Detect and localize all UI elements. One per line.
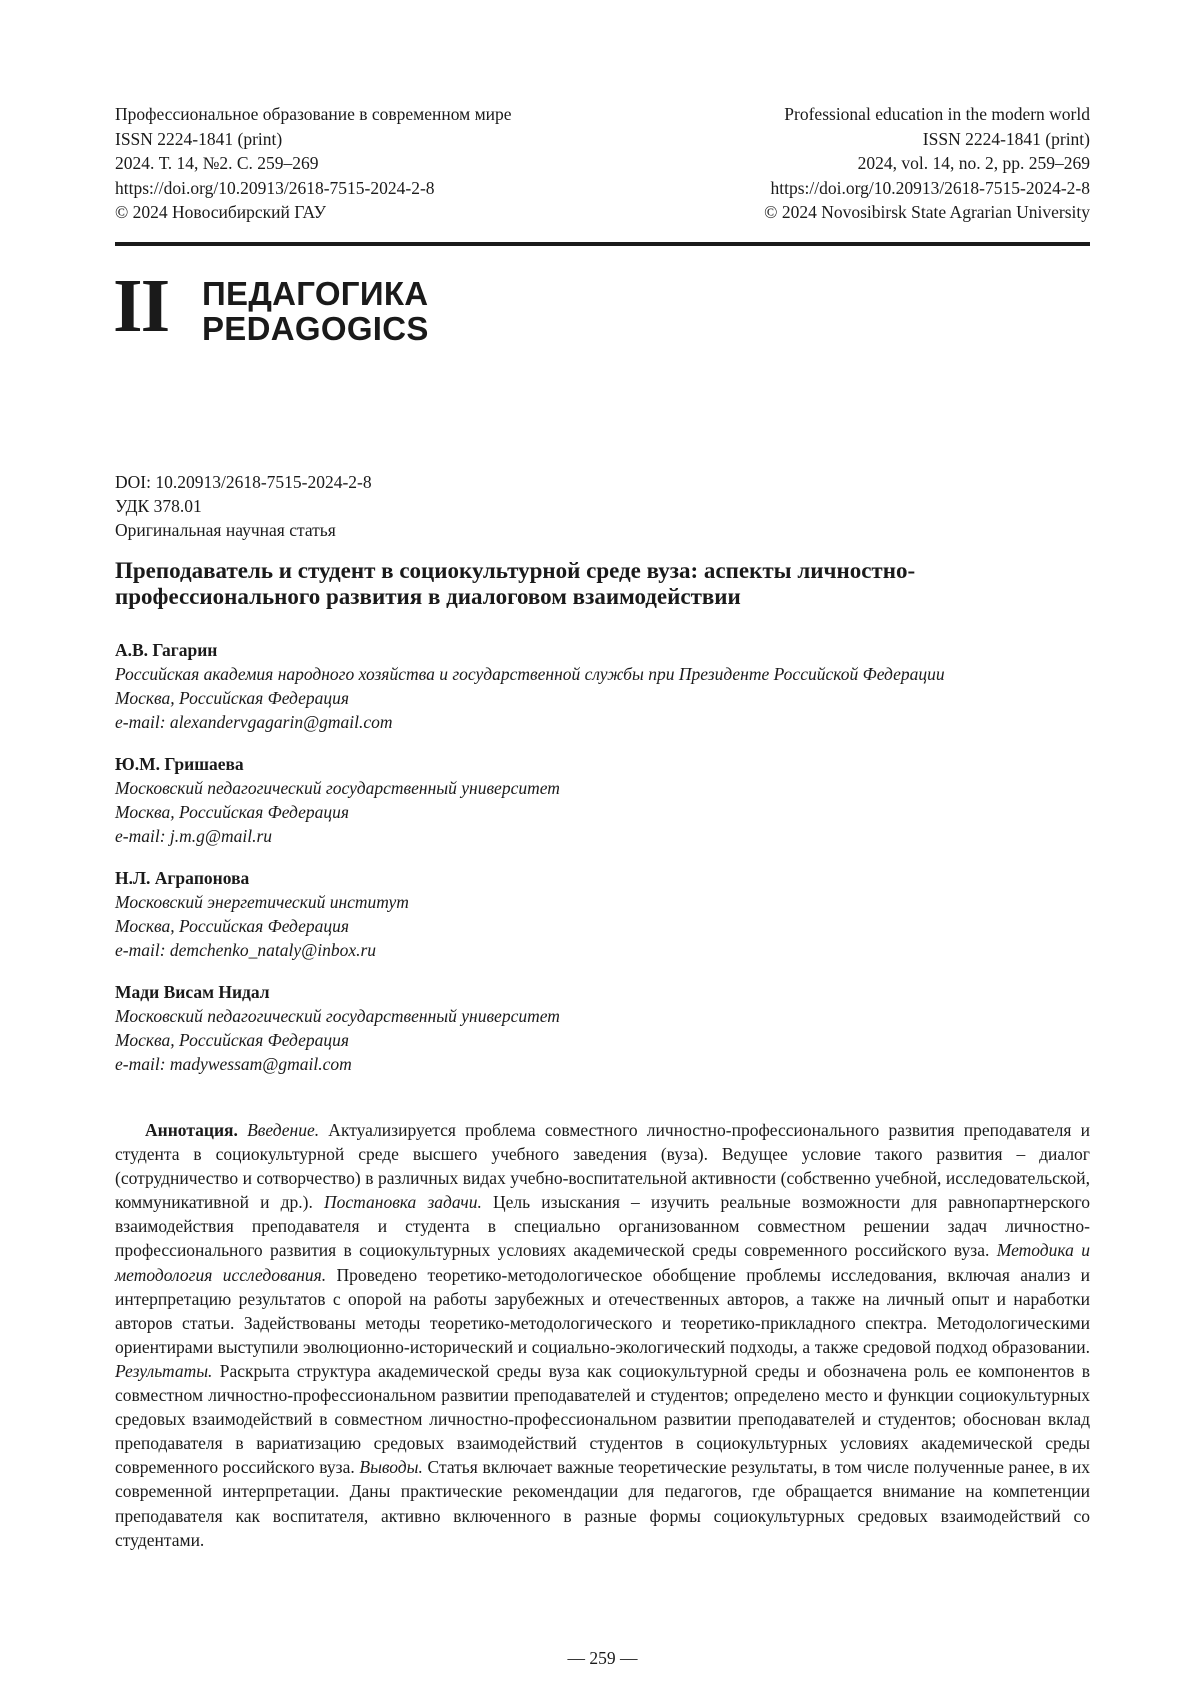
copyright-ru: © 2024 Новосибирский ГАУ (115, 200, 512, 225)
abstract-intro-label: Введение. (247, 1120, 319, 1140)
author-name: А.В. Гагарин (115, 638, 1090, 662)
abstract-lead: Аннотация. (145, 1120, 238, 1140)
section-names (202, 276, 429, 346)
abstract-method-label: Методика и методология исследования. (115, 1240, 1090, 1284)
copyright-en: © 2024 Novosibirsk State Agrarian University (764, 200, 1090, 225)
header-left (115, 102, 512, 225)
header-right (764, 102, 1090, 225)
journal-name-en: Professional education in the modern world (764, 102, 1090, 127)
doi-link-ru[interactable]: https://doi.org/10.20913/2618-7515-2024-2-8 (115, 176, 512, 201)
issue-ru: 2024. Т. 14, №2. С. 259–269 (115, 151, 512, 176)
article-type: Оригинальная научная статья (115, 518, 372, 542)
section-name-ru: ПЕДАГОГИКА (202, 276, 429, 311)
issue-en: 2024, vol. 14, no. 2, pp. 259–269 (764, 151, 1090, 176)
author-block (115, 638, 1090, 734)
abstract-paragraph (115, 1118, 1090, 1552)
abstract-task-text: Цель изыскания – изучить реальные возможности для равнопартнерского взаимодействия преподавателя и студента в специально организованном совместном решении задач личностно-профессионального развития в социокультурных условиях академической среды современного российского вуза. (115, 1192, 1090, 1260)
author-city: Москва, Российская Федерация (115, 686, 1090, 710)
author-city: Москва, Российская Федерация (115, 1028, 1090, 1052)
issn-ru: ISSN 2224-1841 (print) (115, 127, 512, 152)
abstract-task-label: Постановка задачи. (324, 1192, 482, 1212)
doi-link-en[interactable]: https://doi.org/10.20913/2618-7515-2024-2-8 (764, 176, 1090, 201)
author-name: Ю.М. Гришаева (115, 752, 1090, 776)
journal-name-ru: Профессиональное образование в современном мире (115, 102, 512, 127)
author-email[interactable]: e-mail: j.m.g@mail.ru (115, 824, 1090, 848)
abstract-conclusions-label: Выводы. (359, 1457, 423, 1477)
article-meta (115, 470, 372, 542)
abstract (115, 1118, 1090, 1552)
article-title: Преподаватель и студент в социокультурной среде вуза: аспекты личностно-профессионального развития в диалоговом взаимодействии (115, 558, 1090, 610)
author-affiliation: Московский энергетический институт (115, 890, 1090, 914)
abstract-intro-text: Актуализируется проблема совместного личностно-профессионального развития преподавателя и студента в социокультурной среде высшего учебного заведения (вуза). Ведущее условие такого развития – диалог (сотрудничество и сотворчество) в различных видах учебно-воспитательной активности (собственно учебной, исследовательской, коммуникативной и др.). (115, 1120, 1090, 1212)
author-name: Н.Л. Агрaпонова (115, 866, 1090, 890)
author-block (115, 752, 1090, 848)
issn-en: ISSN 2224-1841 (print) (764, 127, 1090, 152)
abstract-method-text: Проведено теоретико-методологическое обобщение проблемы исследования, включая анализ и интерпретацию результатов с опорой на работы зарубежных и отечественных авторов, а также на личный опыт и наработки авторов статьи. Задействованы методы теоретико-методологического и теоретико-прикладного спектра. Методологическими ориентирами выступили эволюционно-исторический и социально-экологический подходы, а также средовой подход образовании. (115, 1265, 1090, 1357)
abstract-conclusions-text: Статья включает важные теоретические результаты, в том числе полученные ранее, в их современной интерпретации. Даны практические рекомендации для педагогов, где обращается внимание на компетенции преподавателя как воспитателя, активно включенного в разные формы социокультурных средовых взаимодействий со студентами. (115, 1457, 1090, 1549)
author-email[interactable]: e-mail: demchenko_nataly@inbox.ru (115, 938, 1090, 962)
author-block (115, 980, 1090, 1076)
author-email[interactable]: e-mail: madywessam@gmail.com (115, 1052, 1090, 1076)
article-doi: DOI: 10.20913/2618-7515-2024-2-8 (115, 470, 372, 494)
article-udk: УДК 378.01 (115, 494, 372, 518)
author-city: Москва, Российская Федерация (115, 914, 1090, 938)
author-email[interactable]: e-mail: alexandervgagarin@gmail.com (115, 710, 1090, 734)
author-affiliation: Российская академия народного хозяйства и государственной службы при Президенте Российской Федерации (115, 662, 1090, 686)
section-number: II (113, 268, 168, 344)
page-number: — 259 — (115, 1648, 1090, 1669)
author-affiliation: Московский педагогический государственный университет (115, 776, 1090, 800)
section-name-en: PEDAGOGICS (202, 311, 429, 346)
author-block (115, 866, 1090, 962)
author-name: Мади Висам Нидал (115, 980, 1090, 1004)
header-divider (115, 242, 1090, 246)
author-city: Москва, Российская Федерация (115, 800, 1090, 824)
abstract-results-label: Результаты. (115, 1361, 212, 1381)
author-affiliation: Московский педагогический государственный университет (115, 1004, 1090, 1028)
abstract-results-text: Раскрыта структура академической среды вуза как социокультурной среды и обозначена роль ее компонентов в совместном личностно-профессиональном развитии преподавателей и студентов; определено место и функции социокультурных средовых взаимодействий в совместном личностно-профессиональном развитии преподавателей и студентов; обоснован вклад преподавателя в вариатизацию средовых взаимодействий студентов в социокультурных условиях академической среды современного российского вуза. (115, 1361, 1090, 1477)
author-list (115, 638, 1090, 1094)
